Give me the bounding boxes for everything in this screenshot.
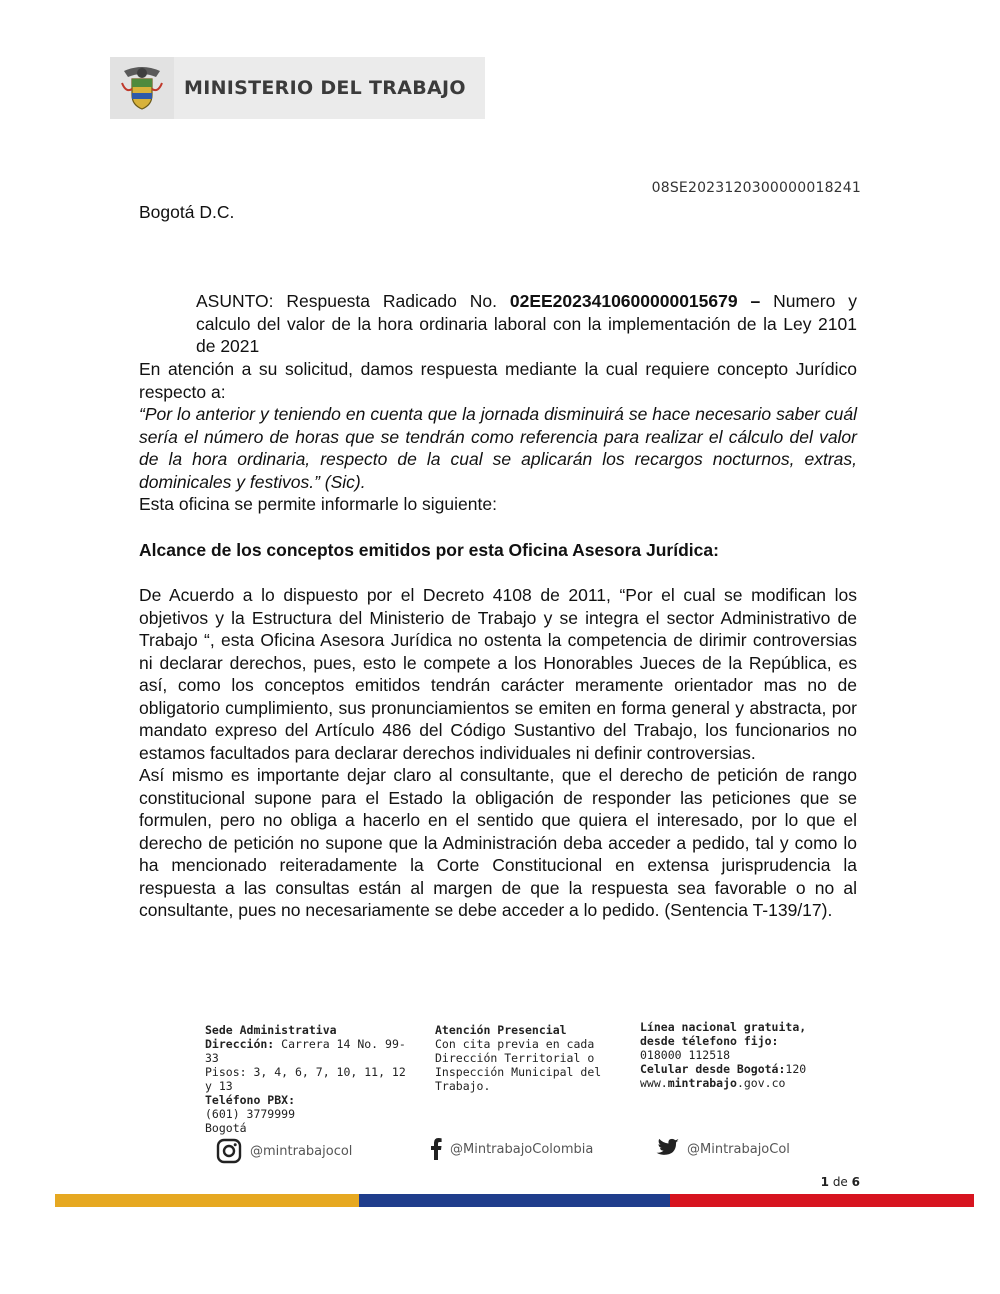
footer-sede-title: Sede Administrativa [205,1023,337,1037]
twitter-icon [653,1138,679,1160]
instagram-handle: @mintrabajocol [250,1143,353,1159]
subject-prefix: ASUNTO: Respuesta Radicado No. [196,291,510,311]
footer-mobile-label: Celular desde Bogotá: [640,1062,786,1076]
flag-bar-blue [359,1194,670,1207]
website-prefix: www. [640,1076,668,1090]
website-domain: mintrabajo [667,1076,737,1090]
facebook-handle: @MintrabajoColombia [450,1141,594,1157]
flag-bar-yellow [55,1194,359,1207]
twitter-handle: @MintrabajoCol [687,1141,790,1157]
paragraph-1: De Acuerdo a lo dispuesto por el Decreto 4108 de 2011, “Por el cual se modifican los objetivos y la Estructura del Ministerio de Trabajo y se integra el sector Administrativo de Trabajo “, esta Oficina Asesora Jurídica no ostenta la competencia de dirimir controversias ni declarar derechos, pues, esto le compete a los Honorables Jueces de la República, es así, como los conceptos emitidos tendrán carácter meramente orientador mas no de obligatorio cumplimiento, sus pronunciamientos se emiten en forma general y abstracta, por mandato expreso del Artículo 486 del Código Sustantivo del Trabajo, los funcionarios no estamos facultados para declarar derechos individuales ni definir controversias. [139,585,857,763]
footer-city: Bogotá [205,1121,247,1135]
instagram-icon [216,1138,242,1164]
section-heading: Alcance de los conceptos emitidos por esta Oficina Asesora Jurídica: [139,540,719,560]
social-facebook[interactable] [430,1138,593,1160]
page-total: 6 [851,1175,860,1189]
footer-address-label: Dirección: [205,1037,275,1051]
page-separator: de [829,1175,852,1189]
quote-paragraph: “Por lo anterior y teniendo en cuenta que la jornada disminuirá se hace necesario saber cuál sería el número de horas que se tendrán como referencia para realizar el cálculo del valor de la hora ordinaria, respecto de la cual se aplicarán los recargos nocturnos, extras, dominicales y festivos.” (Sic). [139,404,857,492]
footer-phone-value: (601) 3779999 [205,1107,296,1121]
subject-radicado: 02EE2023410600000015679 – [509,291,761,311]
footer-atencion-title: Atención Presencial [435,1023,567,1037]
ministry-logo [110,57,485,119]
footer-linea [640,1020,840,1090]
footer-sede [205,1023,415,1135]
footer-website[interactable] [640,1076,840,1090]
website-suffix: .gov.co [736,1076,786,1090]
footer-phone-label: Teléfono PBX: [205,1093,296,1107]
footer-floors: Pisos: 3, 4, 6, 7, 10, 11, 12 y 13 [205,1065,406,1093]
footer-atencion-line2: Dirección Territorial o [435,1051,595,1065]
footer-address-value: Carrera 14 No. 99-33 [205,1037,406,1065]
city: Bogotá D.C. [139,202,235,222]
footer-atencion-line3: Inspección Municipal del [435,1065,602,1079]
footer-linea-phone: 018000 112518 [640,1048,731,1062]
paragraph-2: Así mismo es importante dejar claro al consultante, que el derecho de petición de rango constitucional supone para el Estado la obligación de responder las peticiones que se formulen, pero no obliga a hacerlo en el sentido que quiera el interesado, por lo que el derecho de petición no supone que la Administración deba acceder a pedido, tal y como lo ha mencionado reiteradamente la Corte Constitucional en extensa jurisprudencia la respuesta a las consultas están al margen de que la respuesta sea favorable o no al consultante, pues no necesariamente se debe acceder a lo pedido. (Sentencia T-139/17). [139,765,857,920]
facebook-icon [430,1138,442,1160]
info-line: Esta oficina se permite informarle lo siguiente: [139,494,497,514]
footer-atencion [435,1023,615,1093]
social-instagram[interactable] [216,1138,352,1164]
reference-number: 08SE2023120300000018241 [651,180,861,196]
footer-atencion-line4: Trabajo. [435,1079,491,1093]
footer-atencion-line1: Con cita previa en cada [435,1037,595,1051]
footer-mobile [640,1062,840,1076]
subject [196,290,857,358]
flag-bar-red [670,1194,974,1207]
footer-linea-title-2: desde télefono fijo: [640,1034,779,1048]
flag-color-bar [55,1194,974,1207]
subject-rest: Numero y calculo del valor de la hora ordinaria laboral con la implementación de la Ley 2101 de 2021 [196,291,857,356]
footer-address [205,1037,415,1065]
intro-paragraph: En atención a su solicitud, damos respuesta mediante la cual requiere concepto Jurídico respecto a: [139,359,857,402]
colombia-crest-icon [110,57,174,119]
page-current: 1 [820,1175,829,1189]
page-number [821,1175,860,1189]
footer-linea-title-1: Línea nacional gratuita, [640,1020,807,1034]
social-twitter[interactable] [653,1138,790,1160]
ministry-name: MINISTERIO DEL TRABAJO [184,77,466,99]
footer-mobile-value: 120 [785,1062,807,1076]
